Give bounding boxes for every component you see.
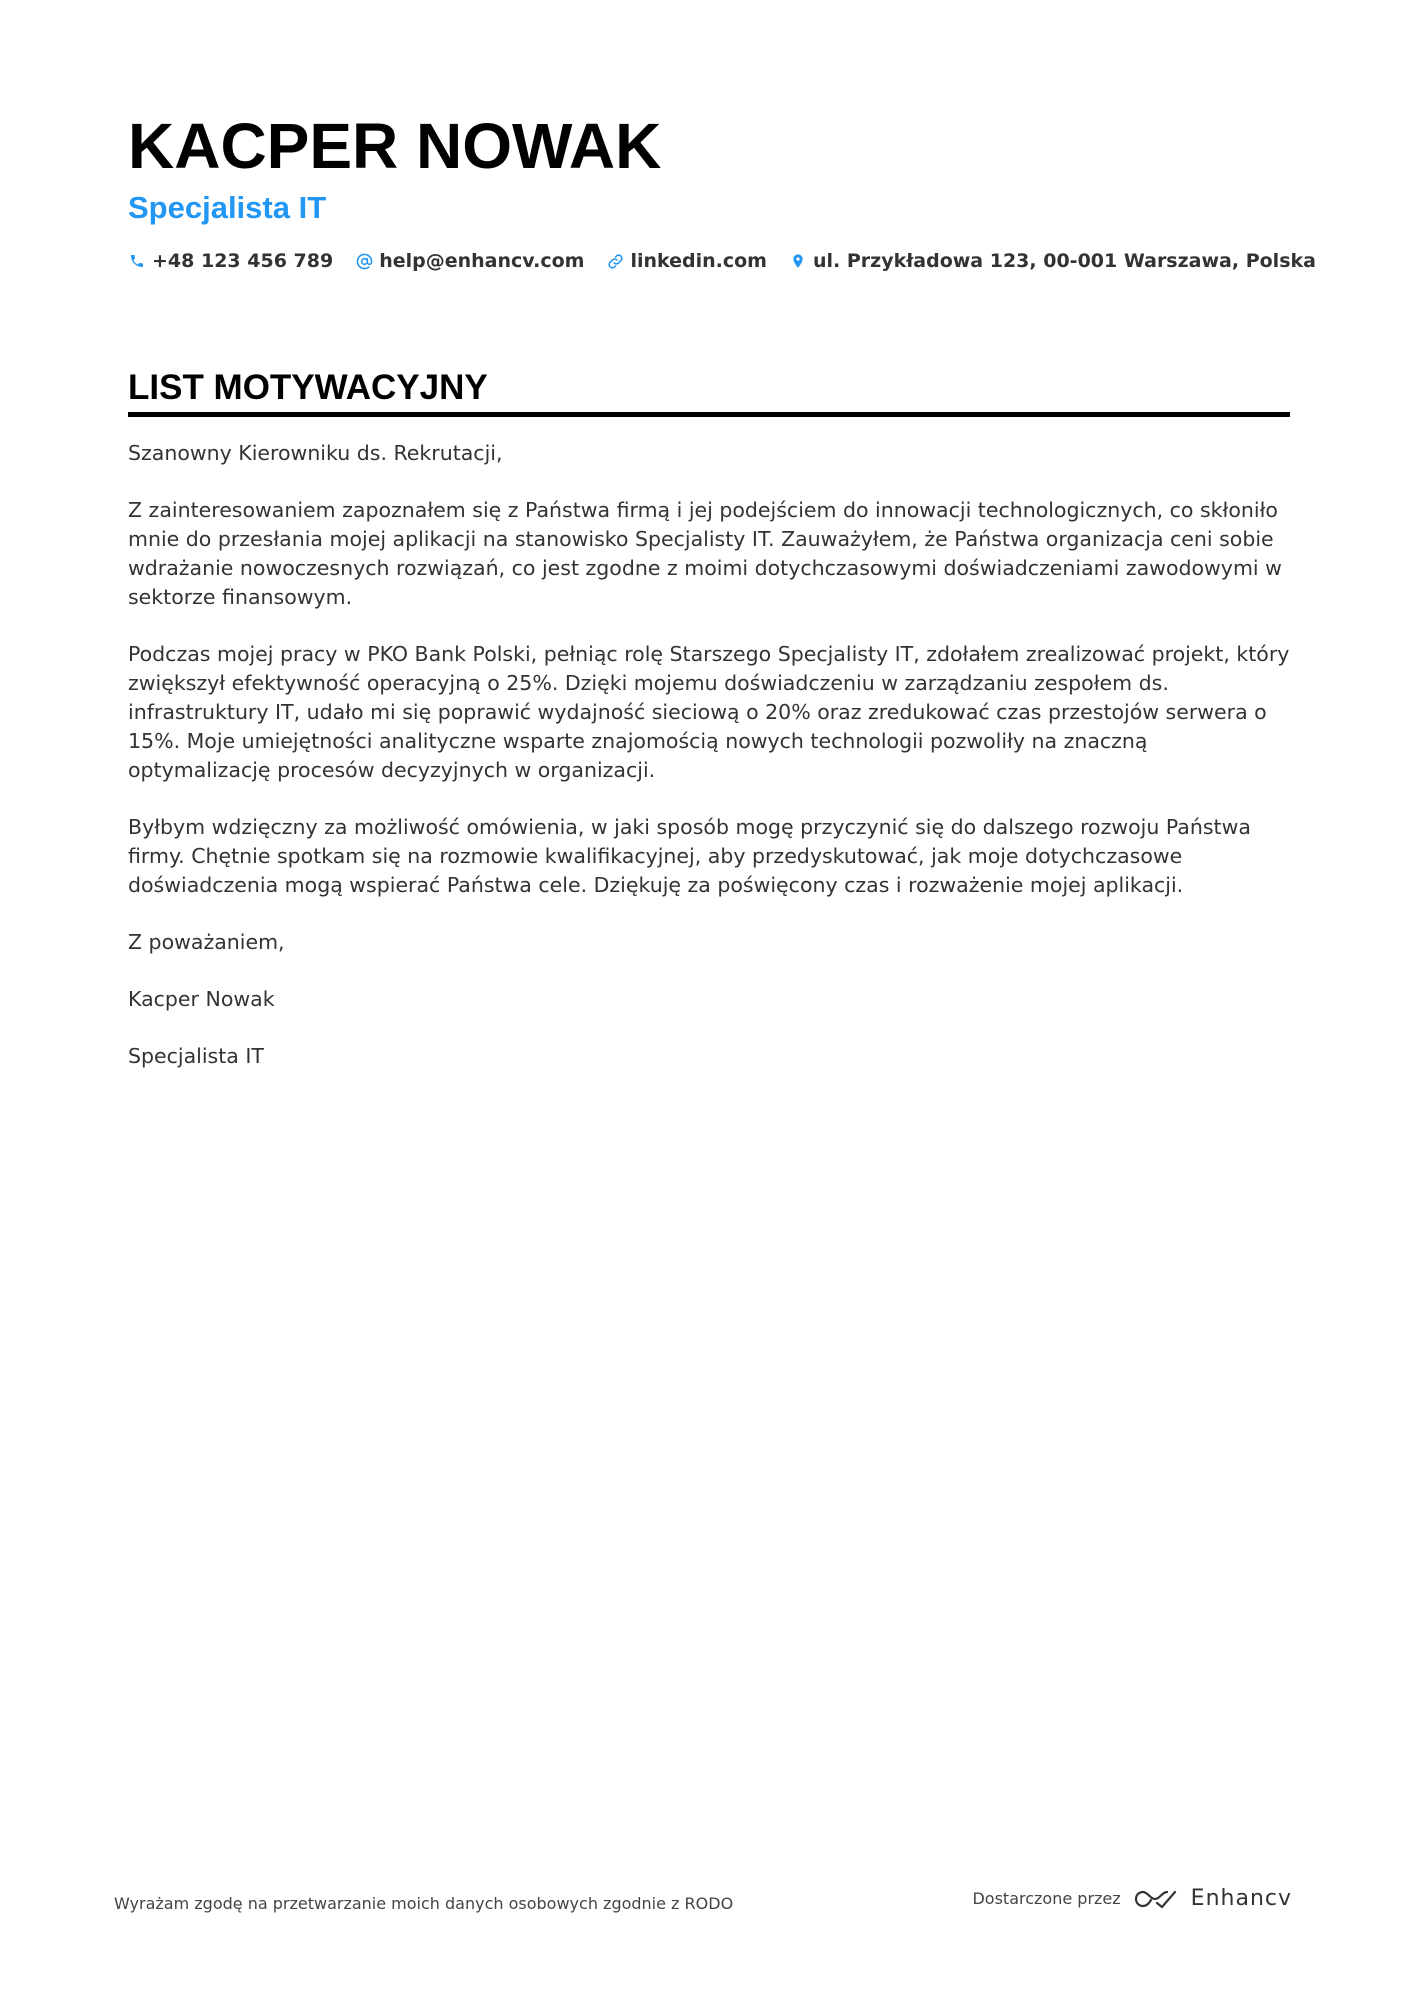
header bbox=[128, 108, 1316, 272]
contact-bar bbox=[128, 250, 1316, 272]
at-sign-icon bbox=[355, 252, 373, 270]
signature-name: Kacper Nowak bbox=[128, 987, 275, 1011]
section-title: LIST MOTYWACYJNY bbox=[128, 366, 1290, 417]
contact-address bbox=[789, 250, 1316, 272]
phone-icon bbox=[128, 252, 146, 270]
powered-by-label: Dostarczone przez bbox=[972, 1889, 1121, 1908]
contact-link[interactable] bbox=[606, 250, 767, 272]
letter-paragraph-1: Z zainteresowaniem zapoznałem się z Państwa firmą i jej podejściem do innowacji technologicznych, co skłoniło mnie do przesłania mojej aplikacji na stanowisko Specjalisty IT. Zauważyłem, że Państwa organizacja ceni sobie wdrażanie nowoczesnych rozwiązań, co jest zgodne z moimi dotychczasowymi doświadczeniami zawodowymi w sektorze finansowym. bbox=[128, 498, 1282, 609]
letter-paragraph-2: Podczas mojej pracy w PKO Bank Polski, pełniąc rolę Starszego Specjalisty IT, zdołałem zrealizować projekt, który zwiększył efektywność operacyjną o 25%. Dzięki mojemu doświadczeniu w zarządzaniu zespołem ds. infrastruktury IT, udało mi się poprawić wydajność sieciową o 20% oraz zredukować czas przestojów serwera o 15%. Moje umiejętności analityczne wsparte znajomością nowych technologii pozwoliły na znaczną optymalizację procesów decyzyjnych w organizacji. bbox=[128, 642, 1290, 782]
letter-body bbox=[128, 439, 1290, 1071]
contact-phone-text: +48 123 456 789 bbox=[152, 250, 334, 272]
contact-link-text: linkedin.com bbox=[630, 250, 767, 272]
contact-phone[interactable] bbox=[128, 250, 333, 272]
map-pin-icon bbox=[789, 252, 807, 270]
candidate-name: KACPER NOWAK bbox=[128, 110, 662, 182]
powered-by[interactable] bbox=[972, 1886, 1292, 1911]
letter-closing: Z poważaniem, bbox=[128, 930, 285, 954]
candidate-role: Specjalista IT bbox=[128, 190, 327, 225]
enhancv-brand: Enhancv bbox=[1190, 1886, 1292, 1911]
enhancv-logo-icon bbox=[1133, 1887, 1179, 1911]
gdpr-consent: Wyrażam zgodę na przetwarzanie moich danych osobowych zgodnie z RODO bbox=[114, 1894, 734, 1913]
letter-section bbox=[128, 366, 1290, 1099]
letter-paragraph-3: Byłbym wdzięczny za możliwość omówienia, w jaki sposób mogę przyczynić się do dalszego rozwoju Państwa firmy. Chętnie spotkam się na rozmowie kwalifikacyjnej, aby przedyskutować, jak moje dotychczasowe doświadczenia mogą wspierać Państwa cele. Dziękuję za poświęcony czas i rozważenie mojej aplikacji. bbox=[128, 815, 1251, 897]
contact-email-text: help@enhancv.com bbox=[379, 250, 585, 272]
signature-role: Specjalista IT bbox=[128, 1044, 264, 1068]
letter-greeting: Szanowny Kierowniku ds. Rekrutacji, bbox=[128, 441, 503, 465]
contact-address-text: ul. Przykładowa 123, 00-001 Warszawa, Polska bbox=[812, 250, 1316, 272]
link-icon bbox=[606, 252, 624, 270]
contact-email[interactable] bbox=[355, 250, 584, 272]
